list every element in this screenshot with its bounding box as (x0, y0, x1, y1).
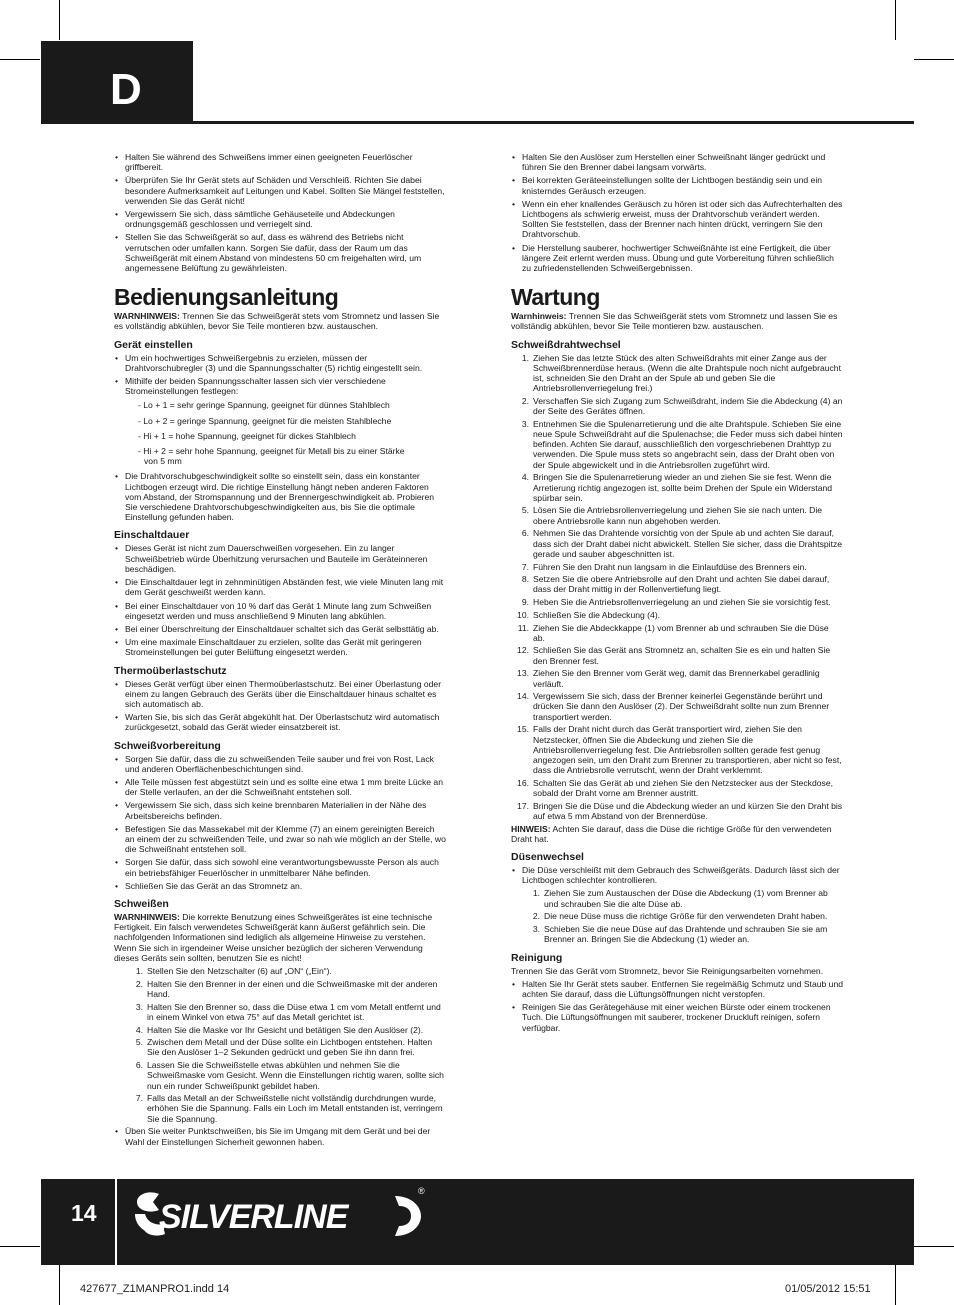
step-item: 3. Schieben Sie die neue Düse auf das Drahtende und schrauben Sie sie am Brenner an. Bringen Sie die Abdeckung (1) wieder an. (532, 924, 828, 945)
date-slug: 01/05/2012 15:51 (785, 1283, 871, 1295)
list-item: • Alle Teile müssen fest abgestützt sein und es sollte eine etwa 1 mm breite Lücke an der Stelle verlaufen, an der die Schweißnaht entstehen soll. (114, 777, 446, 797)
list-item: • Warten Sie, bis sich das Gerät abgekühlt hat. Der Überlastschutz wird automatisch zurückgesetzt, sobald das Gerät wieder einsatzbereit ist. (114, 712, 446, 732)
list-item: • Stellen Sie das Schweißgerät so auf, dass es während des Betriebs nicht verrutschen oder umfallen kann. Sorgen Sie dafür, dass der Raum um das Schweißgerät mit einem Abstand von mindestens 50 cm freigehalten wird, um angemessene Belüftung zu gewährleisten. (114, 232, 446, 273)
heading-setup: Gerät einstellen (114, 338, 193, 351)
step-item: 7. Falls das Metall an der Schweißstelle nicht vollständig durchdrungen wurde, erhöhen Sie die Spannung. Falls ein Loch im Metall entstanden ist, verringern Sie die Spannung. (135, 1093, 443, 1124)
duty-list (114, 543, 446, 657)
step-item: 4. Halten Sie die Maske vor Ihr Gesicht und betätigen Sie den Auslöser (2). (135, 1024, 424, 1035)
voltage-setting-cont: von 5 mm (144, 456, 182, 467)
hint-text: Achten Sie darauf, dass die Düse die richtige Größe für den verwendeten Draht hat. (511, 823, 832, 844)
section-title-operation: Bedienungsanleitung (114, 284, 339, 311)
step-text: Halten Sie die Maske vor Ihr Gesicht und betätigen Sie den Auslöser (2). (147, 1024, 424, 1035)
step-text: Ziehen Sie das letzte Stück des alten Schweißdrahts mit einer Zange aus der Schweißbrennerdüse heraus. (Wenn die alte Drahtspule noch nicht aufgebraucht ist, schneiden Sie den Draht an der Spule ab und geben Sie die Antriebsrollenverriegelung frei.) (533, 352, 841, 394)
step-item: 1. Stellen Sie den Netzschalter (6) auf „ON“ („Ein“). (135, 965, 332, 976)
list-item: • Halten Sie während des Schweißens immer einen geeigneten Feuerlöscher griffbereit. (114, 152, 446, 172)
crop-mark (59, 1265, 60, 1305)
step-text: Schieben Sie die neue Düse auf das Drahtende und schrauben Sie sie am Brenner an. Bringen Sie die Abdeckung (1) wieder an. (544, 924, 828, 945)
prep-list (114, 754, 446, 891)
voltage-setting: - Lo + 2 = geringe Spannung, geeignet für die meisten Stahlbleche (138, 415, 392, 426)
heading-cleaning: Reinigung (511, 951, 563, 964)
page-number: 14 (71, 1200, 97, 1226)
list-item: • Die Düse verschleißt mit dem Gebrauch des Schweißgeräts. Dadurch lässt sich der Lichtbogen schlechter kontrollieren. (511, 865, 843, 885)
list-item: • Üben Sie weiter Punktschweißen, bis Sie im Umgang mit dem Gerät und bei der Wahl der Einstellungen Sicherheit gewonnen haben. (114, 1126, 446, 1146)
step-item: 14. Vergewissern Sie sich, dass der Brenner keinerlei Gegenstände berührt und drücken Sie dann den Auslöser (2). Der Schweißdraht sollte nun zum Brenner transportiert werden. (517, 691, 830, 722)
language-letter: D (110, 65, 142, 114)
list-item (114, 376, 446, 466)
step-text: Stellen Sie den Netzschalter (6) auf „ON“ („Ein“). (147, 965, 332, 976)
step-text: Bringen Sie die Spulenarretierung wieder an und ziehen Sie sie fest. Wenn die Arretierung richtig angezogen ist, sollte beim Drehen der Spule ein Widerstand spürbar sein. (533, 472, 833, 503)
voltage-settings (125, 400, 446, 466)
step-item: 5. Zwischen dem Metall und der Düse sollte ein Lichtbogen entstehen. Halten Sie den Auslöser 1–2 Sekunden gedrückt und geben Sie ihn dann frei. (135, 1037, 433, 1058)
step-item: 3. Entnehmen Sie die Spulenarretierung und die alte Drahtspule. Schieben Sie eine neue Spule Schweißdraht auf die Spulenachse; die Feder muss sich dabei hinten befinden. Achten Sie darauf, ausschließlich den vorgeschriebenen Drahttyp zu verwenden. Die Spule muss stets so angebracht sein, dass der Draht oben von der Spule abgewickelt und in die Antriebsrollen zugeführt wird. (521, 418, 843, 470)
hint-note (511, 824, 843, 844)
section-title-maintenance: Wartung (511, 284, 600, 311)
warning-note (114, 912, 446, 963)
step-text: Zwischen dem Metall und der Düse sollte ein Lichtbogen entstehen. Halten Sie den Auslöser 1–2 Sekunden gedrückt und geben Sie ihn dann frei. (147, 1037, 433, 1058)
step-text: Entnehmen Sie die Spulenarretierung und die alte Drahtspule. Schieben Sie eine neue Spule Schweißdraht auf die Spulenachse; die Feder muss sich dabei hinten befinden. Achten Sie darauf, ausschließlich den vorgeschriebenen Drahttyp zu verwenden. Die Spule muss stets so angebracht sein, dass der Draht oben von der Spule abgewickelt und in die Antriebsrollen zugeführt wird. (533, 418, 843, 470)
step-text: Führen Sie den Draht nun langsam in die Einlaufdüse des Brenners ein. (533, 561, 807, 572)
list-item: • Bei einer Einschaltdauer von 10 % darf das Gerät 1 Minute lang zum Schweißen eingesetzt werden und muss anschließend 9 Minuten lang abkühlen. (114, 601, 446, 621)
crop-mark (895, 0, 896, 40)
step-text: Halten Sie den Brenner so, dass die Düse etwa 1 cm vom Metall entfernt und in einem Winkel von etwa 75° auf das Metall gerichtet ist. (147, 1001, 441, 1022)
step-text: Die neue Düse muss die richtige Größe für den verwendeten Draht haben. (544, 911, 828, 922)
nozzle-list (511, 865, 843, 885)
warning-label: WARNHINWEIS: (114, 311, 180, 322)
step-item: 15. Falls der Draht nicht durch das Gerät transportiert wird, ziehen Sie den Netzstecker, öffnen Sie die Abdeckung und ziehen Sie die Antriebsrollenverriegelung fest. Die Antriebsrollen sollten gerade fest genug angezogen sein, um den Draht zum Brenner zu transportieren, aber nicht so fest, dass die Antriebsrolle verrutscht, wenn der Draht verklemmt. (517, 724, 842, 776)
list-item: • Sorgen Sie dafür, dass die zu schweißenden Teile sauber und frei von Rost, Lack und anderen Oberflächenbeschichtungen sind. (114, 754, 446, 774)
crop-mark (59, 0, 60, 40)
list-item: • Vergewissern Sie sich, dass sämtliche Gehäuseteile und Abdeckungen ordnungsgemäß geschlossen und verriegelt sind. (114, 209, 446, 229)
step-item: 11. Ziehen Sie die Abdeckkappe (1) vom Brenner ab und schrauben Sie die Düse ab. (517, 622, 829, 643)
step-item: 8. Setzen Sie die obere Antriebsrolle auf den Draht und achten Sie dabei darauf, dass der Draht mittig in der Rollenvertiefung liegt. (521, 574, 830, 595)
voltage-setting: - Lo + 1 = sehr geringe Spannung, geeignet für dünnes Stahlblech (138, 400, 390, 411)
step-item: 5. Lösen Sie die Antriebsrollenverriegelung und ziehen Sie sie nach unten. Die obere Antriebsrolle kann nun abgehoben werden. (521, 505, 823, 526)
heading-thermal: Thermoüberlastschutz (114, 664, 227, 677)
warning-text: Die korrekte Benutzung eines Schweißgerätes ist eine technische Fertigkeit. Ein falsch verwendetes Schweißgerät kann äußerst gefährlich sein. Die nachfolgenden Informationen sind lediglich als allgemeine Hinweise zu verstehen. Wenn Sie sich in irgendeiner Weise unsicher bezüglich der sicheren Verwendung dieses Geräts sein sollten, benutzen Sie es nicht! (114, 911, 433, 963)
step-text: Falls der Draht nicht durch das Gerät transportiert wird, ziehen Sie den Netzstecker, öffnen Sie die Abdeckung und ziehen Sie die Antriebsrollenverriegelung fest. Die Antriebsrollen sollten gerade fest genug angezogen sein, um den Draht zum Brenner zu transportieren, aber nicht so fest, dass die Antriebsrolle verrutscht, wenn der Draht verklemmt. (533, 724, 842, 776)
step-text: Bringen Sie die Düse und die Abdeckung wieder an und kürzen Sie den Draht bis auf etwa 5 mm Abstand von der Brennerdüse. (533, 800, 843, 821)
step-item: 6. Nehmen Sie das Drahtende vorsichtig von der Spule ab und achten Sie darauf, dass sich der Draht dabei nicht abwickelt. Stellen Sie sicher, dass die Drahtspitze gerade und sauber abgeschnitten ist. (521, 528, 843, 559)
heading-duty-cycle: Einschaltdauer (114, 529, 190, 542)
list-item-text: Mithilfe der beiden Spannungsschalter lassen sich vier verschiedene Stromeinstellungen festlegen: (125, 376, 386, 397)
step-item: 2. Verschaffen Sie sich Zugang zum Schweißdraht, indem Sie die Abdeckung (4) an der Seite des Gerätes öffnen. (521, 395, 843, 417)
list-item: • Halten Sie den Auslöser zum Herstellen einer Schweißnaht länger gedrückt und führen Sie den Brenner dabei langsam vorwärts. (511, 152, 843, 172)
file-slug: 427677_Z1MANPRO1.indd 14 (80, 1283, 230, 1295)
warning-label: WARNHINWEIS: (114, 911, 180, 922)
heading-nozzle-change: Düsenwechsel (511, 851, 584, 864)
step-item: 3. Halten Sie den Brenner so, dass die Düse etwa 1 cm vom Metall entfernt und in einem Winkel von etwa 75° auf das Metall gerichtet ist. (135, 1001, 441, 1022)
step-item: 9. Heben Sie die Antriebsrollenverriegelung an und ziehen Sie sie vorsichtig fest. (521, 597, 831, 608)
voltage-setting: - Hi + 1 = hohe Spannung, geeignet für dickes Stahlblech (138, 430, 356, 441)
wire-steps (511, 353, 843, 822)
step-text: Ziehen Sie den Brenner vom Gerät weg, damit das Brennerkabel geradlinig verläuft. (533, 668, 820, 689)
safety-list (114, 152, 446, 273)
list-item: • Um ein hochwertiges Schweißergebnis zu erzielen, müssen der Drahtvorschubregler (3) und die Spannungsschalter (5) richtig eingestellt sein. (114, 353, 446, 373)
list-item: • Halten Sie Ihr Gerät stets sauber. Entfernen Sie regelmäßig Schmutz und Staub und achten Sie darauf, dass die Lüftungsöffnungen nicht verstopfen. (511, 979, 843, 999)
warning-label: Warnhinweis: (511, 311, 567, 322)
step-text: Schalten Sie das Gerät ab und ziehen Sie den Netzstecker aus der Steckdose, sobald der Draht vorne am Brenner austritt. (533, 777, 834, 799)
warning-note (114, 311, 446, 331)
step-item: 2. Die neue Düse muss die richtige Größe für den verwendeten Draht haben. (532, 911, 828, 922)
voltage-setting: - Hi + 2 = sehr hohe Spannung, geeignet für Metall bis zu einer Stärke (138, 446, 405, 457)
list-item: • Sorgen Sie dafür, dass sich sowohl eine verantwortungsbewusste Person als auch ein betriebsfähiger Feuerlöscher in unmittelbarer Nähe befinden. (114, 857, 446, 877)
welding-steps (114, 966, 446, 1124)
warning-text: Trennen Sie das Schweißgerät stets vom Stromnetz und lassen Sie es vollständig abkühlen, bevor Sie Teile montieren bzw. austauschen. (511, 311, 838, 332)
step-text: Schließen Sie das Gerät ans Stromnetz an, schalten Sie es ein und halten Sie den Brenner fest. (533, 645, 831, 666)
step-item: 7. Führen Sie den Draht nun langsam in die Einlaufdüse des Brenners ein. (521, 561, 807, 572)
brand-logo-icon (133, 1188, 423, 1240)
left-column (114, 152, 446, 1150)
step-text: Nehmen Sie das Drahtende vorsichtig von der Spule ab und achten Sie darauf, dass sich der Draht dabei nicht abwickelt. Stellen Sie sicher, dass die Drahtspitze gerade und sauber abgeschnitten ist. (533, 528, 843, 559)
list-item: • Die Drahtvorschubgeschwindigkeit sollte so einstellt sein, dass ein konstanter Lichtbogen erzeugt wird. Die richtige Einstellung hängt neben anderen Faktoren vom Abstand, der Stromspannung und der Brennergeschwindigkeit ab. Probieren Sie verschiedene Drahtvorschubgeschwindigkeiten aus, bis Sie die optimale Einstellung gefunden haben. (114, 471, 446, 522)
heading-wire-change: Schweißdrahtwechsel (511, 338, 621, 351)
step-text: Lösen Sie die Antriebsrollenverriegelung und ziehen Sie sie nach unten. Die obere Antriebsrolle kann nun abgehoben werden. (533, 505, 823, 526)
step-item: 6. Lassen Sie die Schweißstelle etwas abkühlen und nehmen Sie die Schweißmaske vom Gesicht. Wenn die Einstellungen richtig waren, sollte sich nun ein runder Schweißpunkt gebildet haben. (135, 1060, 444, 1091)
crop-mark (914, 59, 954, 60)
step-item: 17. Bringen Sie die Düse und die Abdeckung wieder an und kürzen Sie den Draht bis auf etwa 5 mm Abstand von der Brennerdüse. (517, 800, 843, 821)
list-item: • Dieses Gerät ist nicht zum Dauerschweißen vorgesehen. Ein zu langer Schweißbetrieb würde Überhitzung verursachen und Bauteile im Geräteinneren beschädigen. (114, 543, 446, 574)
list-item: • Die Einschaltdauer legt in zehnminütigen Abständen fest, wie viele Minuten lang mit dem Gerät geschweißt werden kann. (114, 577, 446, 597)
list-item: • Überprüfen Sie Ihr Gerät stets auf Schäden und Verschleiß. Richten Sie dabei besondere Aufmerksamkeit auf Leitungen und Kabel. Sollten Sie Mängel feststellen, verwenden Sie das Gerät nicht! (114, 175, 446, 206)
list-item: • Die Herstellung sauberer, hochwertiger Schweißnähte ist eine Fertigkeit, die über längere Zeit erlernt werden muss. Übung und gute Vorbereitung führen schließlich zu zufriedenstellenden Schweißergebnissen. (511, 243, 843, 274)
step-item: 4. Bringen Sie die Spulenarretierung wieder an und ziehen Sie sie fest. Wenn die Arretierung richtig angezogen ist, sollte beim Drehen der Spule ein Widerstand spürbar sein. (521, 472, 833, 503)
crop-mark (0, 59, 40, 60)
step-text: Halten Sie den Brenner in der einen und die Schweißmaske mit der anderen Hand. (147, 978, 438, 999)
brand-wordmark: SILVERLINE (159, 1198, 348, 1236)
welding-final (114, 1126, 446, 1146)
step-text: Ziehen Sie die Abdeckkappe (1) vom Brenner ab und schrauben Sie die Düse ab. (533, 622, 829, 643)
list-item: • Vergewissern Sie sich, dass sich keine brennbaren Materialien in der Nähe des Arbeitsbereichs befinden. (114, 800, 446, 820)
footer-divider (115, 1179, 117, 1265)
header-rule (41, 121, 914, 124)
step-text: Lassen Sie die Schweißstelle etwas abkühlen und nehmen Sie die Schweißmaske vom Gesicht. Wenn die Einstellungen richtig waren, sollte sich nun ein runder Schweißpunkt gebildet haben. (147, 1060, 444, 1091)
right-column (511, 152, 843, 1036)
step-text: Ziehen Sie zum Austauschen der Düse die Abdeckung (1) vom Brenner ab und schrauben Sie die alte Düse ab. (544, 888, 828, 909)
step-text: Falls das Metall an der Schweißstelle nicht vollständig durchdrungen wurde, erhöhen Sie die Spannung. Falls ein Loch im Metall entstanden ist, verringern Sie die Spannung. (147, 1093, 443, 1124)
heading-welding: Schweißen (114, 897, 169, 910)
list-item: • Bei einer Überschreitung der Einschaltdauer schaltet sich das Gerät selbsttätig ab. (114, 624, 446, 634)
cleaning-intro: Trennen Sie das Gerät vom Stromnetz, bevor Sie Reinigungsarbeiten vornehmen. (511, 965, 824, 976)
step-text: Heben Sie die Antriebsrollenverriegelung an und ziehen Sie sie vorsichtig fest. (533, 597, 831, 608)
crop-mark (895, 1265, 896, 1305)
list-item: • Bei korrekten Geräteeinstellungen sollte der Lichtbogen beständig sein und ein knisterndes Geräusch erzeugen. (511, 175, 843, 195)
thermal-list (114, 679, 446, 733)
crop-mark (914, 1246, 954, 1247)
step-item: 2. Halten Sie den Brenner in der einen und die Schweißmaske mit der anderen Hand. (135, 978, 438, 999)
list-item: • Reinigen Sie das Gerätegehäuse mit einer weichen Bürste oder einem trockenen Tuch. Die Lüftungsöffnungen mit sauberer, trockener Druckluft reinigen, sofern verfügbar. (511, 1002, 843, 1033)
step-item: 1. Ziehen Sie zum Austauschen der Düse die Abdeckung (1) vom Brenner ab und schrauben Sie die alte Düse ab. (532, 888, 828, 909)
step-text: Schließen Sie die Abdeckung (4). (533, 609, 661, 620)
crop-mark (0, 1246, 40, 1247)
step-text: Verschaffen Sie sich Zugang zum Schweißdraht, indem Sie die Abdeckung (4) an der Seite des Gerätes öffnen. (533, 395, 843, 417)
hint-label: HINWEIS: (511, 823, 551, 834)
list-item: • Um eine maximale Einschaltdauer zu erzielen, sollte das Gerät mit geringeren Stromeinstellungen bei guter Belüftung eingesetzt werden. (114, 637, 446, 657)
list-item: • Schließen Sie das Gerät an das Stromnetz an. (114, 881, 446, 891)
list-item: • Befestigen Sie das Massekabel mit der Klemme (7) an einem gereinigten Bereich an einem der zu schweißenden Teile, und zwar so nah wie möglich an der Stelle, wo die Schweißnaht entstehen soll. (114, 824, 446, 855)
step-item: 16. Schalten Sie das Gerät ab und ziehen Sie den Netzstecker aus der Steckdose, sobald der Draht vorne am Brenner austritt. (517, 777, 834, 799)
step-item: 1. Ziehen Sie das letzte Stück des alten Schweißdrahts mit einer Zange aus der Schweißbrennerdüse heraus. (Wenn die alte Drahtspule noch nicht aufgebraucht ist, schneiden Sie den Draht an der Spule ab und geben Sie die Antriebsrollenverriegelung frei.) (521, 352, 841, 394)
nozzle-steps (511, 888, 843, 944)
cleaning-list (511, 979, 843, 1033)
step-text: Vergewissern Sie sich, dass der Brenner keinerlei Gegenstände berührt und drücken Sie dann den Auslöser (2). Der Schweißdraht sollte nun zum Brenner transportiert werden. (533, 691, 830, 722)
warning-text: Trennen Sie das Schweißgerät stets vom Stromnetz und lassen Sie es vollständig abkühlen, bevor Sie Teile montieren bzw. austauschen. (114, 311, 440, 332)
step-item: 13. Ziehen Sie den Brenner vom Gerät weg, damit das Brennerkabel geradlinig verläuft. (517, 668, 820, 689)
step-item: 12. Schließen Sie das Gerät ans Stromnetz an, schalten Sie es ein und halten Sie den Brenner fest. (517, 645, 831, 666)
setup-list (114, 353, 446, 523)
warning-note (511, 311, 843, 331)
list-item: • Wenn ein eher knallendes Geräusch zu hören ist oder sich das Aufrechterhalten des Lichtbogens als schwierig erweist, muss der Drahtvorschub verändert werden. Sollten Sie feststellen, dass der Brenner nach hinten drückt, verringern Sie den Drahtvorschub. (511, 199, 843, 240)
registered-mark: ® (418, 1186, 425, 1196)
silverline-logo (133, 1188, 423, 1245)
step-item: 10. Schließen Sie die Abdeckung (4). (517, 609, 661, 620)
welding-tips-list (511, 152, 843, 273)
step-text: Setzen Sie die obere Antriebsrolle auf den Draht und achten Sie dabei darauf, dass der Draht mittig in der Rollenvertiefung liegt. (533, 574, 830, 595)
heading-preparation: Schweißvorbereitung (114, 739, 221, 752)
list-item: • Dieses Gerät verfügt über einen Thermoüberlastschutz. Bei einer Überlastung oder einem zu langen Gebrauch des Geräts über die Einschaltdauer hinaus schaltet es sich automatisch ab. (114, 679, 446, 710)
